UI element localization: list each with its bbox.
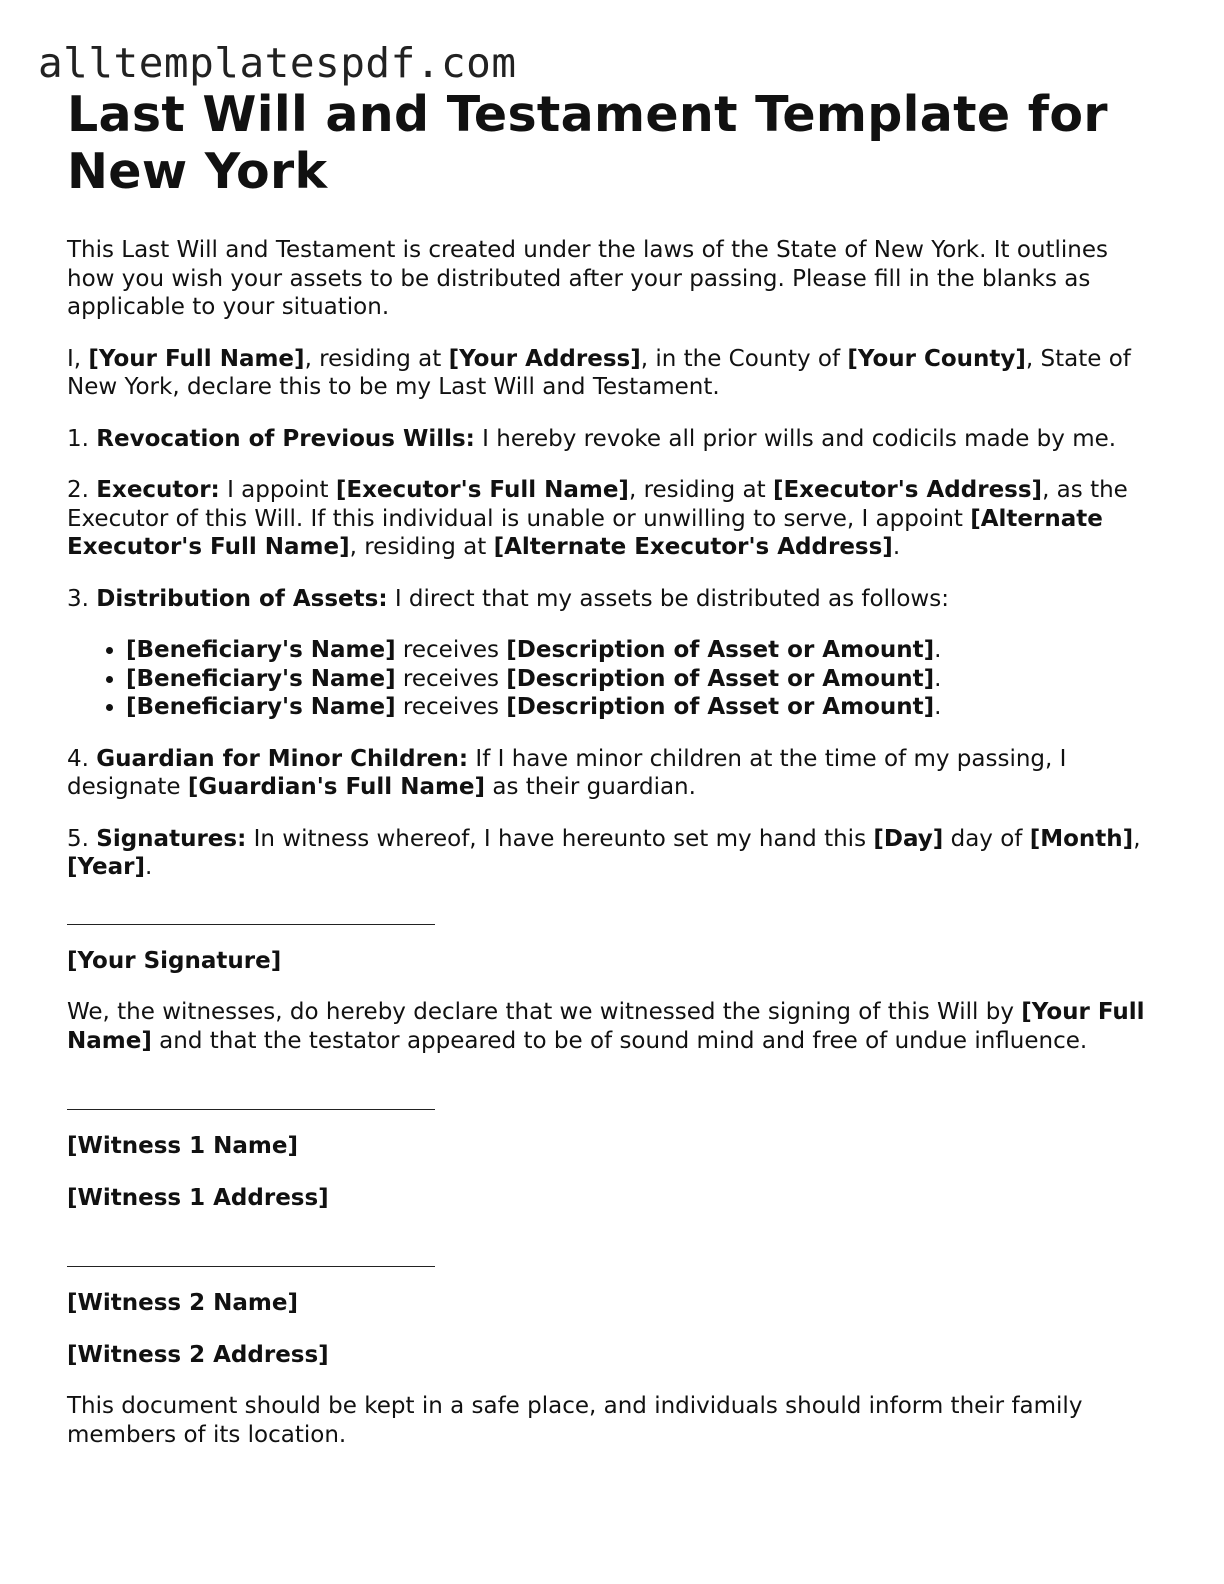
declaration-text: I, — [67, 345, 89, 372]
signatures-clause — [67, 825, 1157, 882]
alternate-executor-address-placeholder: [Alternate Executor's Address] — [493, 534, 893, 560]
clause-heading: Executor: — [96, 477, 220, 503]
clause-heading: Guardian for Minor Children: — [96, 745, 469, 772]
clause-text: I hereby revoke all prior wills and codicils made by me. — [474, 425, 1117, 452]
witness-2-name — [67, 1289, 1157, 1318]
asset-placeholder: [Description of Asset or Amount] — [506, 694, 935, 720]
beneficiary-placeholder: [Beneficiary's Name] — [126, 665, 396, 692]
witness-2-signature-line — [67, 1248, 435, 1267]
clause-number: 4. — [67, 745, 97, 772]
witness-statement — [67, 998, 1157, 1055]
full-name-placeholder: [Your Full Name] — [67, 999, 1145, 1054]
clause-number: 2. — [67, 477, 97, 503]
clause-text: , residing at — [628, 477, 773, 503]
list-item — [126, 693, 1157, 722]
clause-text: , as the Executor of this Will. If this individual is unable or unwilling to serve, I appoint — [67, 477, 1128, 532]
document-body — [67, 86, 1157, 1449]
declaration-text: , residing at — [304, 345, 449, 372]
clause-text: If I have minor children at the time of my passing, I designate — [67, 745, 1067, 800]
clause-heading: Revocation of Previous Wills: — [96, 425, 475, 452]
clause-number: 1. — [67, 425, 97, 452]
clause-text: . — [145, 854, 153, 880]
list-item-text: . — [934, 665, 942, 692]
intro-paragraph: This Last Will and Testament is created under the laws of the State of New York. It outlines how you wish your assets to be distributed after your passing. Please fill in the blanks as applicable to your situation. — [67, 237, 1109, 320]
witness-1-name-placeholder: [Witness 1 Name] — [67, 1133, 298, 1159]
clause-text: , — [1133, 825, 1141, 852]
clause-text: I direct that my assets be distributed as follows: — [387, 585, 949, 612]
witness-1-address — [67, 1184, 1157, 1213]
guardian-name-placeholder: [Guardian's Full Name] — [187, 774, 486, 800]
distribution-clause — [67, 585, 1157, 614]
witness-1-address-placeholder: [Witness 1 Address] — [67, 1184, 329, 1211]
county-placeholder: [Your County] — [847, 345, 1026, 372]
list-item — [126, 665, 1157, 694]
list-item-text: . — [934, 637, 942, 663]
executor-name-placeholder: [Executor's Full Name] — [335, 477, 629, 503]
full-name-placeholder: [Your Full Name] — [88, 345, 305, 372]
day-placeholder: [Day] — [873, 825, 944, 852]
clause-text: In witness whereof, I have hereunto set my hand this — [246, 825, 874, 852]
year-placeholder: [Year] — [67, 854, 146, 880]
list-item — [126, 636, 1157, 665]
clause-number: 3. — [67, 585, 97, 612]
clause-text: as their guardian. — [485, 774, 696, 800]
page-title: Last Will and Testament Template for New York — [67, 86, 1108, 200]
clause-heading: Signatures: — [96, 825, 247, 852]
witness-1-signature-line — [67, 1091, 435, 1110]
witness-2-address — [67, 1341, 1157, 1370]
guardian-clause — [67, 745, 1157, 802]
clause-text: , residing at — [349, 534, 494, 560]
asset-placeholder: [Description of Asset or Amount] — [506, 665, 935, 692]
witness-2-name-placeholder: [Witness 2 Name] — [67, 1290, 298, 1316]
beneficiary-list — [67, 636, 1157, 722]
list-item-text: receives — [395, 637, 507, 663]
clause-text: day of — [943, 825, 1030, 852]
executor-address-placeholder: [Executor's Address] — [772, 477, 1043, 503]
beneficiary-placeholder: [Beneficiary's Name] — [126, 694, 396, 720]
address-placeholder: [Your Address] — [448, 345, 641, 372]
beneficiary-placeholder: [Beneficiary's Name] — [126, 637, 396, 663]
declaration-text: , in the County of — [640, 345, 848, 372]
list-item-text: . — [934, 694, 942, 720]
month-placeholder: [Month] — [1029, 825, 1134, 852]
statement-text: and that the testator appeared to be of sound mind and free of undue influence. — [151, 1027, 1088, 1054]
clause-number: 5. — [67, 825, 97, 852]
statement-text: We, the witnesses, do hereby declare that we witnessed the signing of this Will by — [67, 999, 1022, 1025]
declaration-paragraph — [67, 345, 1157, 402]
revocation-clause — [67, 425, 1157, 454]
clause-text: I appoint — [219, 477, 336, 503]
footer-note: This document should be kept in a safe place, and individuals should inform their family members of its location. — [67, 1393, 1083, 1448]
signature-placeholder: [Your Signature] — [67, 947, 282, 974]
clause-text: . — [892, 534, 901, 560]
list-item-text: receives — [395, 694, 507, 720]
list-item-text: receives — [395, 665, 507, 692]
witness-1-name — [67, 1132, 1157, 1161]
testator-signature-label — [67, 947, 1157, 976]
alternate-executor-name-placeholder: [Alternate Executor's Full Name] — [67, 505, 1103, 560]
executor-clause — [67, 476, 1157, 562]
testator-signature-line — [67, 906, 435, 925]
declaration-text: , State of New York, declare this to be my Last Will and Testament. — [67, 345, 1131, 400]
clause-heading: Distribution of Assets: — [96, 585, 388, 612]
watermark: alltemplatespdf.com — [38, 39, 517, 87]
asset-placeholder: [Description of Asset or Amount] — [506, 637, 935, 663]
witness-2-address-placeholder: [Witness 2 Address] — [67, 1341, 329, 1368]
